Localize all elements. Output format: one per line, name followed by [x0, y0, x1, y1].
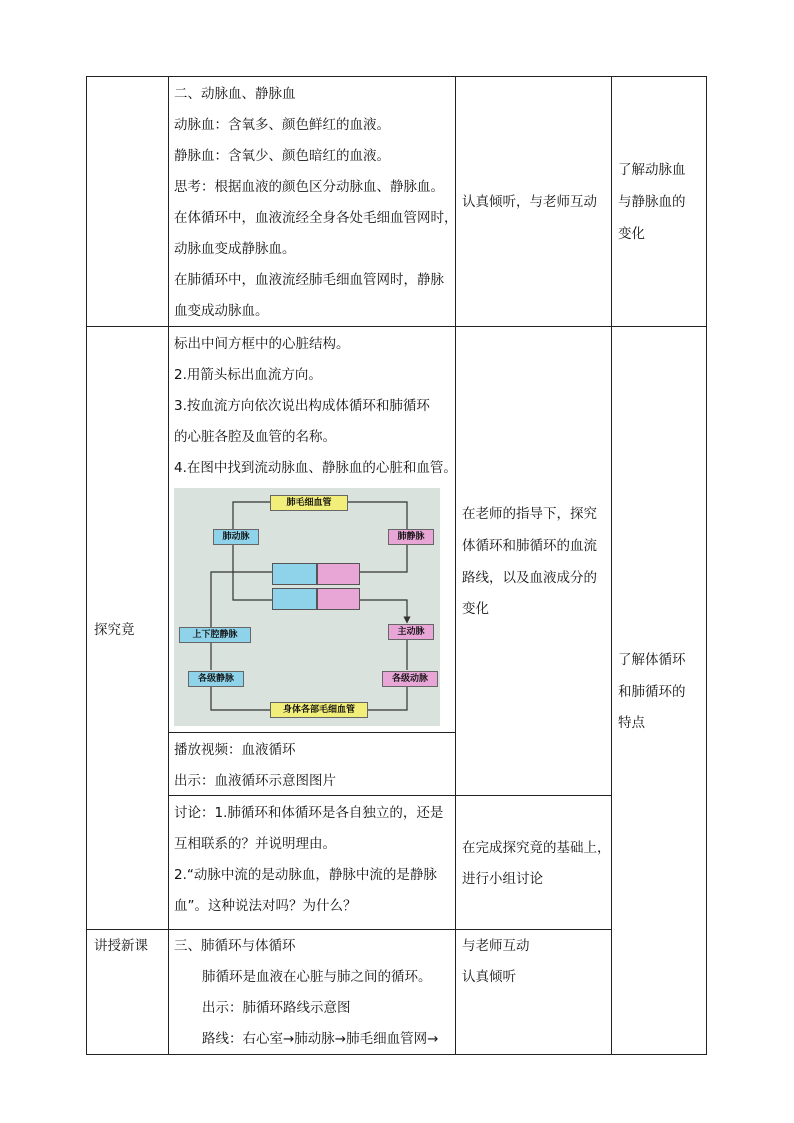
- content-line: 血变成动脉血。: [174, 303, 269, 319]
- goal-line: 和肺循环的: [618, 684, 686, 700]
- heart-left-ventricle: [317, 588, 360, 610]
- veins-box: 各级静脉: [188, 671, 244, 687]
- activity-line: 进行小组讨论: [462, 871, 543, 887]
- content-line: 出示：血液循环示意图图片: [174, 773, 336, 789]
- content-line: 出示：肺循环路线示意图: [202, 1000, 351, 1016]
- content-line: 3.按血流方向依次说出构成体循环和肺循环: [174, 398, 430, 414]
- goal-line: 特点: [618, 715, 645, 731]
- content-line: 的心脏各腔及血管的名称。: [174, 429, 336, 445]
- content-line: 动脉血：含氧多、颜色鲜红的血液。: [174, 117, 390, 133]
- goal-line: 与静脉血的: [618, 194, 686, 210]
- content-line: 血”。这种说法对吗？为什么？: [174, 898, 357, 914]
- content-line: 动脉血变成静脉血。: [174, 241, 296, 257]
- content-line: 讨论：1.肺循环和体循环是各自独立的，还是: [174, 805, 444, 821]
- content-line: 静脉血：含氧少、颜色暗红的血液。: [174, 148, 390, 164]
- table-line: [86, 76, 87, 1055]
- content-line: 播放视频：血液循环: [174, 742, 296, 758]
- table-line: [706, 76, 707, 1055]
- content-line: 在肺循环中，血液流经肺毛细血管网时，静脉: [174, 272, 444, 288]
- goal-line: 了解动脉血: [618, 162, 686, 178]
- body-capillary-box: 身体各部毛细血管: [270, 702, 368, 718]
- stage-label: 讲授新课: [94, 938, 148, 954]
- table-line: [168, 795, 612, 796]
- content-line: 肺循环是血液在心脏与肺之间的循环。: [202, 969, 432, 985]
- section-heading: 三、肺循环与体循环: [174, 938, 296, 954]
- content-line: 标出中间方框中的心脏结构。: [174, 336, 350, 352]
- goal-line: 变化: [618, 226, 645, 242]
- table-line: [168, 732, 456, 733]
- activity-line: 与老师互动: [462, 938, 530, 954]
- table-line: [86, 326, 707, 327]
- circulation-diagram: [174, 488, 440, 726]
- goal-line: 了解体循环: [618, 652, 686, 668]
- content-line: 在体循环中，血液流经全身各处毛细血管网时，: [174, 210, 458, 226]
- activity-line: 在老师的指导下，探究: [462, 506, 597, 522]
- table-line: [86, 1054, 707, 1055]
- activity-line: 路线，以及血液成分的: [462, 570, 597, 586]
- lung-capillary-box: 肺毛细血管: [270, 495, 348, 511]
- table-line: [168, 76, 169, 1055]
- heart-right-atrium: [272, 563, 317, 585]
- arteries-box: 各级动脉: [382, 671, 438, 687]
- heart-right-ventricle: [272, 588, 317, 610]
- student-activity: 认真倾听，与老师互动: [462, 194, 597, 210]
- section-heading: 二、动脉血、静脉血: [174, 86, 296, 102]
- heart-left-atrium: [317, 563, 360, 585]
- content-line: 路线：右心室→肺动脉→肺毛细血管网→: [202, 1031, 439, 1047]
- pulmonary-artery-box: 肺动脉: [213, 529, 259, 545]
- vena-cava-box: 上下腔静脉: [179, 627, 251, 643]
- content-line: 2.“动脉中流的是动脉血，静脉中流的是静脉: [174, 867, 437, 883]
- activity-line: 认真倾听: [462, 969, 516, 985]
- table-line: [611, 76, 612, 1055]
- table-line: [86, 76, 707, 77]
- aorta-box: 主动脉: [388, 624, 434, 640]
- activity-line: 体循环和肺循环的血流: [462, 538, 597, 554]
- content-line: 互相联系的？并说明理由。: [174, 836, 336, 852]
- content-line: 思考：根据血液的颜色区分动脉血、静脉血。: [174, 179, 444, 195]
- content-line: 4.在图中找到流动脉血、静脉血的心脏和血管。: [174, 460, 457, 476]
- content-line: 2.用箭头标出血流方向。: [174, 367, 322, 383]
- activity-line: 在完成探究竟的基础上，: [462, 840, 611, 856]
- activity-line: 变化: [462, 601, 489, 617]
- pulmonary-vein-box: 肺静脉: [388, 529, 434, 545]
- table-line: [86, 929, 612, 930]
- stage-label: 探究竟: [94, 622, 135, 638]
